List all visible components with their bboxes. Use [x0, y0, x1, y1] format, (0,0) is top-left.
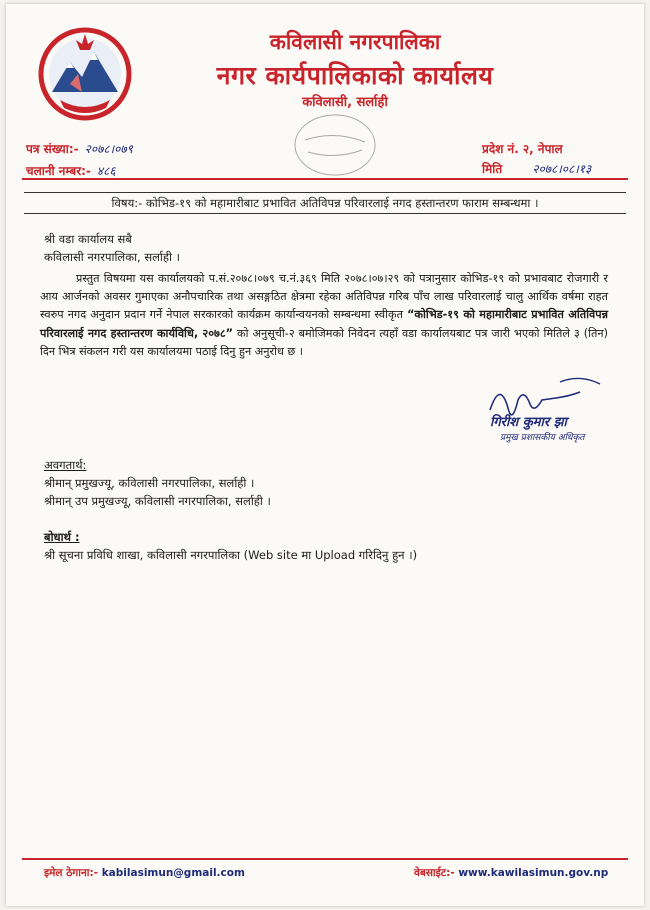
footer-email — [44, 866, 245, 880]
subject-line: विषय:- कोभिड-१९ को महामारीबाट प्रभावित अतिविपन्न परिवारलाई नगद हस्तान्तरण फाराम सम्बन्धमा । — [24, 192, 626, 214]
footer-website — [414, 866, 608, 880]
date-line — [482, 160, 591, 177]
info-recipient-2: श्रीमान् उप प्रमुखज्यू, कविलासी नगरपालिका, सर्लाही । — [44, 494, 271, 508]
footer-divider — [22, 858, 628, 860]
reference-label: पत्र संख्या:- — [26, 142, 79, 156]
header-divider — [22, 178, 628, 180]
office-name: कविलासी नगरपालिका — [269, 30, 441, 54]
province-label: प्रदेश नं. २, नेपाल — [482, 142, 563, 156]
dispatch-value: ४८६ — [96, 164, 116, 178]
reference-value: २०७८।०७९ — [84, 142, 133, 156]
website-url[interactable]: www.kawilasimun.gov.np — [458, 867, 609, 879]
addressee-line-1: श्री वडा कार्यालय सबै — [44, 232, 132, 246]
website-label: वेबसाईट:- — [414, 867, 455, 879]
body-text-1: प्रस्तुत विषयमा यस कार्यालयको प.सं.२०७८।०७९ च.नं.३६९ मिति २०७८।०७।२९ को पत्रानुसार कोभिड-१९ को प्रभावबाट रोजगारी र आय आर्जनको अवसर गुमाएका अनौपचारिक तथा असङ्गठित क्षेत्रमा रहेका अतिविपन्न गरिब पाँच लाख परिवारलाई चालु आर्थिक वर्षमा राहत स्वरुप नगद अनुदान प्रदान गर्ने नेपाल सरकारको कार्यक्रम कार्यान्वयनको सम्बन्धमा स्वीकृत — [40, 272, 608, 322]
body-bold-title: “कोभिड-१९ को महामारीबाट प्रभावित अतिविपन्न परिवारलाई नगद हस्तान्तरण कार्यविधि, २०७८” — [40, 308, 608, 340]
body-text-2: को अनुसूची-२ बमोजिमको निवेदन त्यहाँ वडा कार्यालयबाट पत्र जारी भएको मितिले ३ (तिन) दिन भित्र संकलन गरी यस कार्यालयमा पठाई दिनु हुन अनुरोध छ । — [40, 326, 608, 358]
info-heading: अवगतार्थ: — [44, 458, 87, 472]
action-heading: बोधार्थ : — [44, 530, 80, 544]
action-recipient: श्री सूचना प्रविधि शाखा, कविलासी नगरपालिका (Web site मा Upload गरिदिनु हुन ।) — [44, 548, 418, 562]
email-label: इमेल ठेगाना:- — [44, 867, 99, 879]
reference-number — [26, 140, 133, 157]
letter-body — [40, 270, 608, 361]
date-label: मिति — [482, 162, 503, 176]
signatory-title: प्रमुख प्रशासकीय अधिकृत — [500, 433, 585, 443]
office-stamp — [290, 110, 380, 180]
date-value: २०७८।०८।१३ — [532, 162, 592, 176]
email-address[interactable]: kabilasimun@gmail.com — [101, 867, 245, 879]
signatory-name: गिरीश कुमार झा — [490, 415, 567, 430]
info-recipient-1: श्रीमान् प्रमुखज्यू, कविलासी नगरपालिका, सर्लाही । — [44, 476, 255, 490]
office-title: नगर कार्यपालिकाको कार्यालय — [216, 61, 494, 90]
office-location: कविलासी, सर्लाही — [302, 95, 388, 110]
dispatch-number — [26, 162, 116, 179]
addressee-line-2: कविलासी नगरपालिका, सर्लाही । — [44, 250, 181, 264]
dispatch-label: चलानी नम्बर:- — [26, 164, 91, 178]
